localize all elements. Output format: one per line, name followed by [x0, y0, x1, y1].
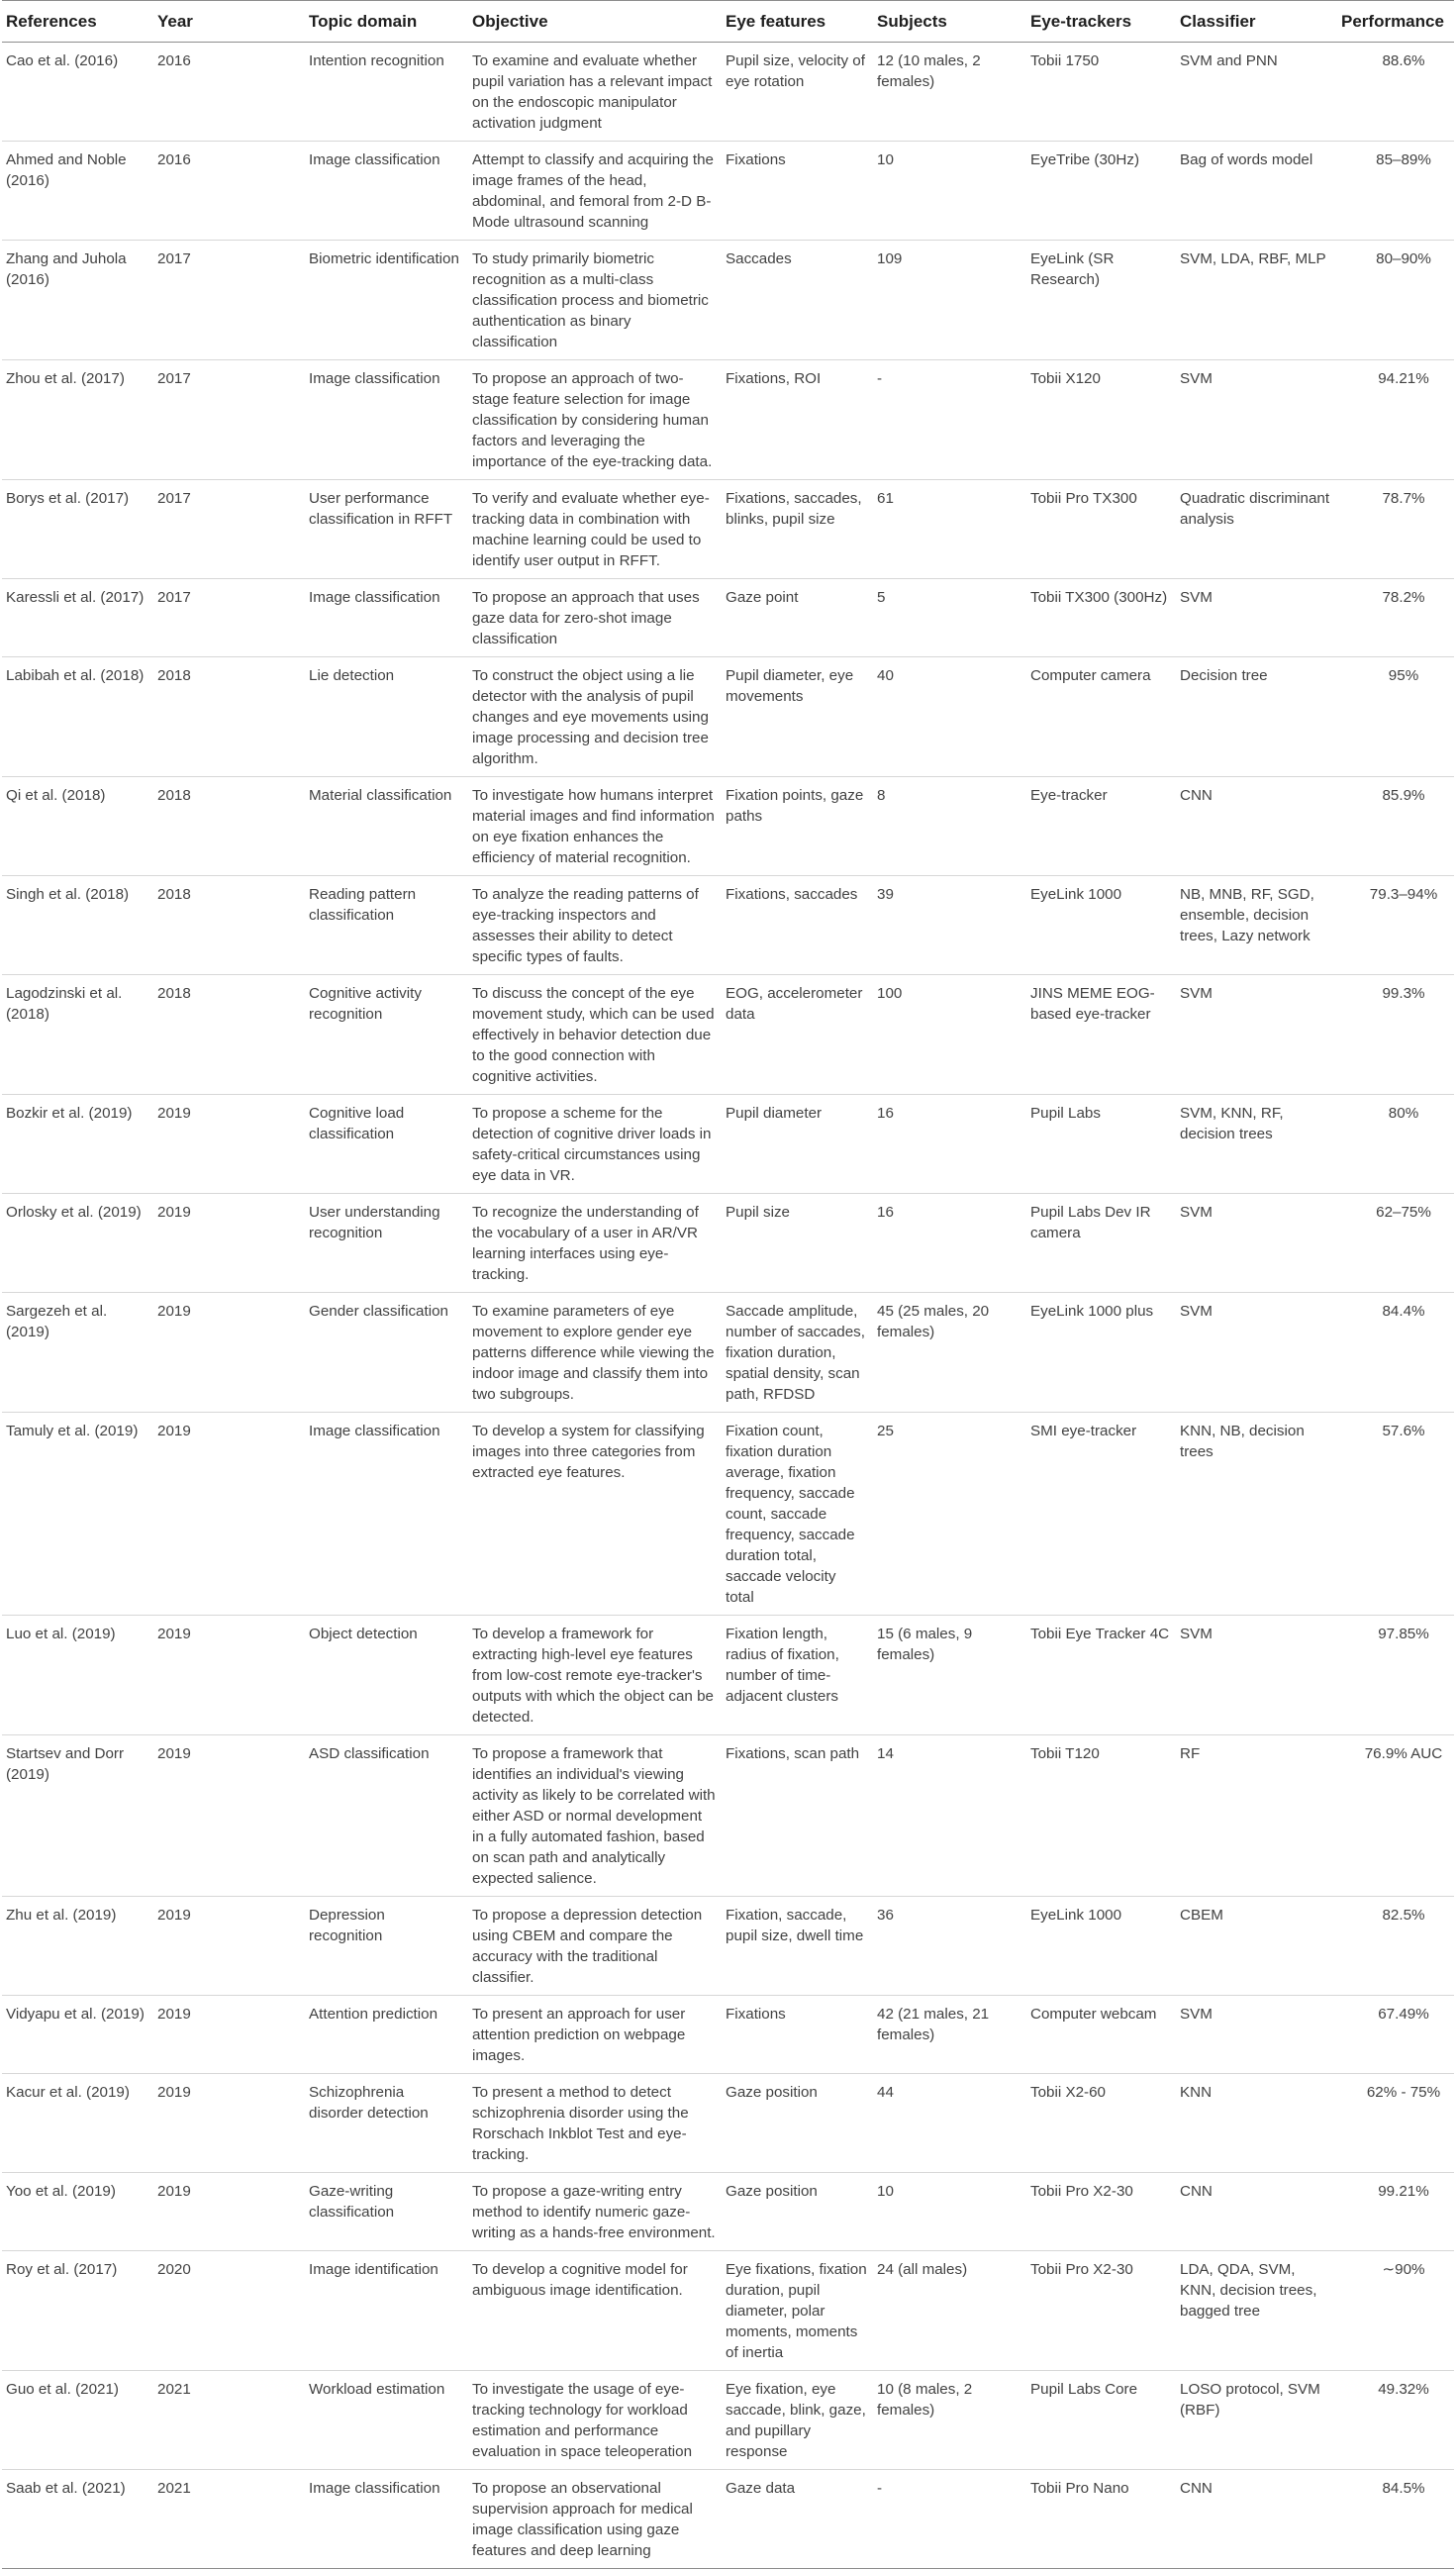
cell-objective: To propose a scheme for the detection of cognitive driver loads in safety-critical circumstances using eye data in VR.: [468, 1095, 722, 1194]
cell-eye-tracker: EyeLink 1000: [1026, 876, 1176, 975]
cell-eye-features: Fixations: [722, 142, 873, 241]
cell-performance: 76.9% AUC: [1337, 1735, 1454, 1897]
cell-eye-tracker: Tobii T120: [1026, 1735, 1176, 1897]
cell-classifier: SVM: [1176, 975, 1337, 1095]
header-year: Year: [153, 1, 305, 43]
cell-reference: Zhang and Juhola (2016): [2, 241, 153, 360]
cell-classifier: SVM: [1176, 360, 1337, 480]
cell-objective: To propose an observational supervision approach for medical image classification using gaze features and deep learning: [468, 2470, 722, 2569]
cell-eye-features: EOG, accelerometer data: [722, 975, 873, 1095]
cell-reference: Sargezeh et al. (2019): [2, 1293, 153, 1413]
cell-reference: Vidyapu et al. (2019): [2, 1996, 153, 2074]
cell-classifier: KNN: [1176, 2074, 1337, 2173]
cell-objective: To construct the object using a lie detector with the analysis of pupil changes and eye movements using image processing and decision tree algorithm.: [468, 657, 722, 777]
cell-performance: 88.6%: [1337, 43, 1454, 142]
cell-reference: Zhou et al. (2017): [2, 360, 153, 480]
cell-classifier: CBEM: [1176, 1897, 1337, 1996]
cell-classifier: Quadratic discriminant analysis: [1176, 480, 1337, 579]
cell-eye-tracker: EyeTribe (30Hz): [1026, 142, 1176, 241]
cell-reference: Roy et al. (2017): [2, 2251, 153, 2371]
cell-performance: 95%: [1337, 657, 1454, 777]
cell-reference: Kacur et al. (2019): [2, 2074, 153, 2173]
cell-eye-features: Pupil diameter, eye movements: [722, 657, 873, 777]
cell-eye-features: Eye fixation, eye saccade, blink, gaze, and pupillary response: [722, 2371, 873, 2470]
cell-eye-tracker: Tobii Pro TX300: [1026, 480, 1176, 579]
cell-objective: To propose a gaze-writing entry method to identify numeric gaze-writing as a hands-free environment.: [468, 2173, 722, 2251]
cell-eye-features: Gaze position: [722, 2173, 873, 2251]
header-eye-features: Eye features: [722, 1, 873, 43]
cell-topic-domain: Lie detection: [305, 657, 468, 777]
cell-year: 2016: [153, 142, 305, 241]
header-row: [2, 1, 1454, 43]
cell-objective: To develop a framework for extracting high-level eye features from low-cost remote eye-tracker's outputs with which the object can be detected.: [468, 1616, 722, 1735]
cell-performance: 99.3%: [1337, 975, 1454, 1095]
cell-subjects: 10: [873, 2173, 1026, 2251]
cell-eye-features: Gaze position: [722, 2074, 873, 2173]
cell-subjects: 109: [873, 241, 1026, 360]
header-classifier: Classifier: [1176, 1, 1337, 43]
cell-topic-domain: User performance classification in RFFT: [305, 480, 468, 579]
cell-subjects: 24 (all males): [873, 2251, 1026, 2371]
cell-topic-domain: Reading pattern classification: [305, 876, 468, 975]
cell-subjects: 40: [873, 657, 1026, 777]
cell-subjects: -: [873, 360, 1026, 480]
cell-year: 2019: [153, 1735, 305, 1897]
cell-objective: To study primarily biometric recognition as a multi-class classification process and biometric authentication as binary classification: [468, 241, 722, 360]
cell-subjects: 16: [873, 1095, 1026, 1194]
cell-classifier: SVM: [1176, 579, 1337, 657]
cell-classifier: SVM: [1176, 1194, 1337, 1293]
cell-objective: Attempt to classify and acquiring the image frames of the head, abdominal, and femoral from 2-D B-Mode ultrasound scanning: [468, 142, 722, 241]
cell-year: 2017: [153, 241, 305, 360]
cell-performance: 84.4%: [1337, 1293, 1454, 1413]
cell-eye-features: Gaze point: [722, 579, 873, 657]
cell-performance: 67.49%: [1337, 1996, 1454, 2074]
cell-topic-domain: Depression recognition: [305, 1897, 468, 1996]
cell-eye-tracker: EyeLink 1000 plus: [1026, 1293, 1176, 1413]
cell-performance: 84.5%: [1337, 2470, 1454, 2569]
cell-topic-domain: Image classification: [305, 1413, 468, 1616]
cell-objective: To investigate the usage of eye-tracking technology for workload estimation and performance evaluation in space teleoperation: [468, 2371, 722, 2470]
cell-subjects: 45 (25 males, 20 females): [873, 1293, 1026, 1413]
cell-eye-tracker: Tobii TX300 (300Hz): [1026, 579, 1176, 657]
table-row: [2, 657, 1454, 777]
cell-reference: Tamuly et al. (2019): [2, 1413, 153, 1616]
cell-subjects: 36: [873, 1897, 1026, 1996]
cell-reference: Karessli et al. (2017): [2, 579, 153, 657]
cell-objective: To verify and evaluate whether eye-tracking data in combination with machine learning could be used to identify user output in RFFT.: [468, 480, 722, 579]
cell-eye-tracker: Pupil Labs: [1026, 1095, 1176, 1194]
cell-classifier: SVM, KNN, RF, decision trees: [1176, 1095, 1337, 1194]
cell-eye-tracker: Tobii X120: [1026, 360, 1176, 480]
cell-year: 2019: [153, 1413, 305, 1616]
cell-objective: To propose an approach that uses gaze data for zero-shot image classification: [468, 579, 722, 657]
cell-topic-domain: Image classification: [305, 142, 468, 241]
table-row: [2, 579, 1454, 657]
cell-performance: 57.6%: [1337, 1413, 1454, 1616]
table-row: [2, 1897, 1454, 1996]
cell-objective: To examine parameters of eye movement to explore gender eye patterns difference while viewing the indoor image and classify them into two subgroups.: [468, 1293, 722, 1413]
cell-year: 2018: [153, 876, 305, 975]
cell-topic-domain: Attention prediction: [305, 1996, 468, 2074]
cell-reference: Guo et al. (2021): [2, 2371, 153, 2470]
cell-reference: Orlosky et al. (2019): [2, 1194, 153, 1293]
cell-reference: Startsev and Dorr (2019): [2, 1735, 153, 1897]
cell-performance: 62% - 75%: [1337, 2074, 1454, 2173]
cell-performance: 62–75%: [1337, 1194, 1454, 1293]
cell-subjects: 5: [873, 579, 1026, 657]
cell-objective: To propose a framework that identifies an individual's viewing activity as likely to be correlated with either ASD or normal development in a fully automated fashion, based on scan path and analytically expected salience.: [468, 1735, 722, 1897]
cell-year: 2019: [153, 2173, 305, 2251]
cell-reference: Lagodzinski et al. (2018): [2, 975, 153, 1095]
cell-year: 2017: [153, 480, 305, 579]
table-row: [2, 43, 1454, 142]
table-row: [2, 1735, 1454, 1897]
cell-classifier: CNN: [1176, 777, 1337, 876]
cell-year: 2021: [153, 2470, 305, 2569]
cell-eye-tracker: SMI eye-tracker: [1026, 1413, 1176, 1616]
cell-year: 2019: [153, 1616, 305, 1735]
cell-year: 2021: [153, 2371, 305, 2470]
cell-eye-tracker: Tobii Eye Tracker 4C: [1026, 1616, 1176, 1735]
cell-topic-domain: Material classification: [305, 777, 468, 876]
cell-year: 2019: [153, 1996, 305, 2074]
cell-classifier: SVM, LDA, RBF, MLP: [1176, 241, 1337, 360]
table-row: [2, 360, 1454, 480]
table-row: [2, 241, 1454, 360]
header-topic-domain: Topic domain: [305, 1, 468, 43]
table-row: [2, 1293, 1454, 1413]
cell-eye-features: Pupil size: [722, 1194, 873, 1293]
cell-reference: Saab et al. (2021): [2, 2470, 153, 2569]
header-objective: Objective: [468, 1, 722, 43]
table-row: [2, 2074, 1454, 2173]
cell-classifier: LDA, QDA, SVM, KNN, decision trees, bagged tree: [1176, 2251, 1337, 2371]
cell-performance: 78.7%: [1337, 480, 1454, 579]
cell-subjects: 100: [873, 975, 1026, 1095]
cell-eye-tracker: EyeLink 1000: [1026, 1897, 1176, 1996]
cell-year: 2017: [153, 579, 305, 657]
cell-classifier: KNN, NB, decision trees: [1176, 1413, 1337, 1616]
cell-classifier: Decision tree: [1176, 657, 1337, 777]
cell-eye-tracker: Computer camera: [1026, 657, 1176, 777]
cell-subjects: 10: [873, 142, 1026, 241]
cell-year: 2018: [153, 777, 305, 876]
cell-performance: 97.85%: [1337, 1616, 1454, 1735]
cell-eye-features: Fixations, scan path: [722, 1735, 873, 1897]
cell-classifier: CNN: [1176, 2470, 1337, 2569]
cell-classifier: SVM: [1176, 1616, 1337, 1735]
cell-year: 2019: [153, 1194, 305, 1293]
header-performance: Performance: [1337, 1, 1454, 43]
cell-eye-features: Pupil diameter: [722, 1095, 873, 1194]
cell-topic-domain: Image classification: [305, 360, 468, 480]
cell-reference: Ahmed and Noble (2016): [2, 142, 153, 241]
cell-performance: 80%: [1337, 1095, 1454, 1194]
cell-eye-features: Saccades: [722, 241, 873, 360]
cell-performance: 78.2%: [1337, 579, 1454, 657]
cell-topic-domain: Workload estimation: [305, 2371, 468, 2470]
cell-year: 2018: [153, 657, 305, 777]
table-row: [2, 142, 1454, 241]
cell-reference: Qi et al. (2018): [2, 777, 153, 876]
cell-subjects: 12 (10 males, 2 females): [873, 43, 1026, 142]
cell-year: 2019: [153, 2074, 305, 2173]
cell-eye-tracker: Tobii Pro X2-30: [1026, 2251, 1176, 2371]
cell-classifier: SVM: [1176, 1996, 1337, 2074]
header-eye-trackers: Eye-trackers: [1026, 1, 1176, 43]
table-row: [2, 1413, 1454, 1616]
cell-eye-features: Gaze data: [722, 2470, 873, 2569]
cell-objective: To analyze the reading patterns of eye-tracking inspectors and assesses their ability to detect specific types of faults.: [468, 876, 722, 975]
table-row: [2, 1095, 1454, 1194]
cell-eye-tracker: JINS MEME EOG-based eye-tracker: [1026, 975, 1176, 1095]
cell-topic-domain: User understanding recognition: [305, 1194, 468, 1293]
cell-topic-domain: Gaze-writing classification: [305, 2173, 468, 2251]
cell-eye-tracker: EyeLink (SR Research): [1026, 241, 1176, 360]
cell-performance: 85–89%: [1337, 142, 1454, 241]
cell-objective: To propose an approach of two-stage feature selection for image classification by considering human factors and leveraging the importance of the eye-tracking data.: [468, 360, 722, 480]
cell-topic-domain: Image identification: [305, 2251, 468, 2371]
table-row: [2, 480, 1454, 579]
table-row: [2, 2371, 1454, 2470]
cell-classifier: NB, MNB, RF, SGD, ensemble, decision trees, Lazy network: [1176, 876, 1337, 975]
cell-subjects: 10 (8 males, 2 females): [873, 2371, 1026, 2470]
cell-topic-domain: Biometric identification: [305, 241, 468, 360]
table-row: [2, 2470, 1454, 2569]
eye-tracking-studies-table: [2, 0, 1454, 2569]
cell-objective: To recognize the understanding of the vocabulary of a user in AR/VR learning interfaces using eye-tracking.: [468, 1194, 722, 1293]
cell-objective: To investigate how humans interpret material images and find information on eye fixation enhances the efficiency of material recognition.: [468, 777, 722, 876]
cell-subjects: 15 (6 males, 9 females): [873, 1616, 1026, 1735]
cell-performance: 94.21%: [1337, 360, 1454, 480]
cell-eye-features: Fixations: [722, 1996, 873, 2074]
cell-eye-tracker: Pupil Labs Dev IR camera: [1026, 1194, 1176, 1293]
cell-classifier: SVM and PNN: [1176, 43, 1337, 142]
cell-objective: To discuss the concept of the eye movement study, which can be used effectively in behavior detection due to the good connection with cognitive activities.: [468, 975, 722, 1095]
cell-topic-domain: Cognitive activity recognition: [305, 975, 468, 1095]
table-row: [2, 876, 1454, 975]
cell-topic-domain: ASD classification: [305, 1735, 468, 1897]
header-subjects: Subjects: [873, 1, 1026, 43]
cell-subjects: -: [873, 2470, 1026, 2569]
cell-topic-domain: Object detection: [305, 1616, 468, 1735]
cell-objective: To present a method to detect schizophrenia disorder using the Rorschach Inkblot Test and eye-tracking.: [468, 2074, 722, 2173]
cell-topic-domain: Gender classification: [305, 1293, 468, 1413]
cell-eye-tracker: Computer webcam: [1026, 1996, 1176, 2074]
cell-year: 2019: [153, 1897, 305, 1996]
cell-topic-domain: Image classification: [305, 579, 468, 657]
cell-classifier: RF: [1176, 1735, 1337, 1897]
cell-subjects: 39: [873, 876, 1026, 975]
cell-eye-tracker: Tobii 1750: [1026, 43, 1176, 142]
table-row: [2, 1194, 1454, 1293]
cell-subjects: 61: [873, 480, 1026, 579]
cell-subjects: 14: [873, 1735, 1026, 1897]
cell-topic-domain: Intention recognition: [305, 43, 468, 142]
cell-eye-tracker: Pupil Labs Core: [1026, 2371, 1176, 2470]
cell-eye-features: Fixation, saccade, pupil size, dwell time: [722, 1897, 873, 1996]
header-references: References: [2, 1, 153, 43]
cell-objective: To examine and evaluate whether pupil variation has a relevant impact on the endoscopic manipulator activation judgment: [468, 43, 722, 142]
cell-performance: 49.32%: [1337, 2371, 1454, 2470]
table-row: [2, 1616, 1454, 1735]
table-body: [2, 43, 1454, 2569]
cell-reference: Borys et al. (2017): [2, 480, 153, 579]
cell-performance: 82.5%: [1337, 1897, 1454, 1996]
cell-year: 2018: [153, 975, 305, 1095]
cell-subjects: 16: [873, 1194, 1026, 1293]
cell-classifier: SVM: [1176, 1293, 1337, 1413]
cell-eye-features: Fixation points, gaze paths: [722, 777, 873, 876]
cell-reference: Labibah et al. (2018): [2, 657, 153, 777]
cell-eye-features: Fixation length, radius of fixation, number of time-adjacent clusters: [722, 1616, 873, 1735]
cell-subjects: 25: [873, 1413, 1026, 1616]
cell-eye-tracker: Tobii Pro X2-30: [1026, 2173, 1176, 2251]
cell-subjects: 44: [873, 2074, 1026, 2173]
cell-classifier: Bag of words model: [1176, 142, 1337, 241]
cell-performance: 79.3–94%: [1337, 876, 1454, 975]
cell-objective: To propose a depression detection using CBEM and compare the accuracy with the traditional classifier.: [468, 1897, 722, 1996]
cell-reference: Singh et al. (2018): [2, 876, 153, 975]
cell-performance: 80–90%: [1337, 241, 1454, 360]
cell-eye-features: Fixations, ROI: [722, 360, 873, 480]
cell-eye-features: Fixations, saccades: [722, 876, 873, 975]
cell-objective: To develop a system for classifying images into three categories from extracted eye features.: [468, 1413, 722, 1616]
cell-topic-domain: Image classification: [305, 2470, 468, 2569]
table-row: [2, 975, 1454, 1095]
cell-reference: Bozkir et al. (2019): [2, 1095, 153, 1194]
table-row: [2, 777, 1454, 876]
cell-year: 2019: [153, 1293, 305, 1413]
cell-performance: 85.9%: [1337, 777, 1454, 876]
cell-eye-features: Saccade amplitude, number of saccades, fixation duration, spatial density, scan path, RFDSD: [722, 1293, 873, 1413]
table-row: [2, 1996, 1454, 2074]
cell-eye-features: Pupil size, velocity of eye rotation: [722, 43, 873, 142]
cell-classifier: LOSO protocol, SVM (RBF): [1176, 2371, 1337, 2470]
cell-topic-domain: Cognitive load classification: [305, 1095, 468, 1194]
cell-eye-tracker: Tobii Pro Nano: [1026, 2470, 1176, 2569]
cell-year: 2017: [153, 360, 305, 480]
cell-subjects: 8: [873, 777, 1026, 876]
cell-classifier: CNN: [1176, 2173, 1337, 2251]
cell-performance: ∼90%: [1337, 2251, 1454, 2371]
cell-objective: To present an approach for user attention prediction on webpage images.: [468, 1996, 722, 2074]
cell-reference: Cao et al. (2016): [2, 43, 153, 142]
cell-eye-features: Fixation count, fixation duration average, fixation frequency, saccade count, saccade frequency, saccade duration total, saccade velocity total: [722, 1413, 873, 1616]
table-row: [2, 2251, 1454, 2371]
cell-eye-features: Eye fixations, fixation duration, pupil diameter, polar moments, moments of inertia: [722, 2251, 873, 2371]
cell-eye-tracker: Tobii X2-60: [1026, 2074, 1176, 2173]
cell-year: 2020: [153, 2251, 305, 2371]
cell-eye-features: Fixations, saccades, blinks, pupil size: [722, 480, 873, 579]
cell-reference: Luo et al. (2019): [2, 1616, 153, 1735]
cell-objective: To develop a cognitive model for ambiguous image identification.: [468, 2251, 722, 2371]
cell-year: 2016: [153, 43, 305, 142]
cell-topic-domain: Schizophrenia disorder detection: [305, 2074, 468, 2173]
cell-year: 2019: [153, 1095, 305, 1194]
cell-eye-tracker: Eye-tracker: [1026, 777, 1176, 876]
table-header: [2, 1, 1454, 43]
cell-performance: 99.21%: [1337, 2173, 1454, 2251]
cell-reference: Yoo et al. (2019): [2, 2173, 153, 2251]
cell-subjects: 42 (21 males, 21 females): [873, 1996, 1026, 2074]
cell-reference: Zhu et al. (2019): [2, 1897, 153, 1996]
table-row: [2, 2173, 1454, 2251]
